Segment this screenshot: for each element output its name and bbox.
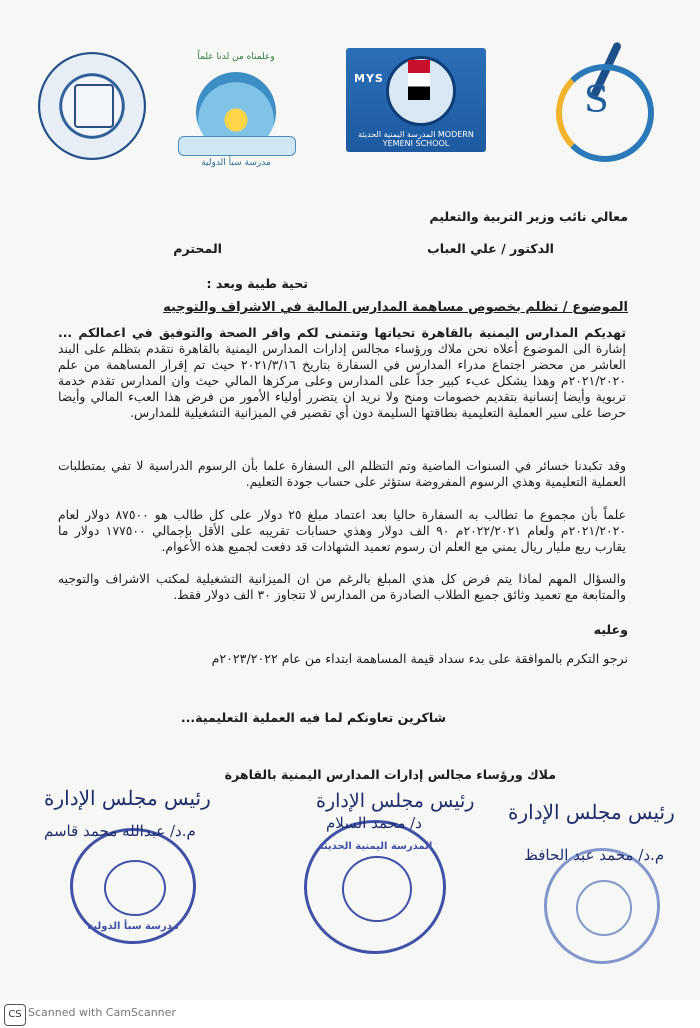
logo-school-name: مدرسة سبأ الدولية <box>201 158 271 168</box>
right-signature-title: رئيس مجلس الإدارة <box>508 800 675 824</box>
international-school-logo <box>548 40 652 156</box>
paragraph-4: والسؤال المهم لماذا يتم فرض كل هذي المبلغ بالرغم من ان الميزانية التشغيلية لمكتب الاشراف والتوجيه والمتابعة مع تعميد وثائق جميع الطلاب الصادرة من المدارس لا تتجاوز ٣٠ الف دولار فقط. <box>58 571 626 602</box>
signatory-line: ملاك ورؤساء مجالس إدارات المدارس اليمنية بالقاهرة <box>224 767 556 782</box>
school-logo-ring <box>38 52 146 160</box>
paragraph-3: علماً بأن مجموع ما تطالب به السفارة حاليا بعد اعتماد مبلغ ٢٥ دولار على كل طالب هو ٨٧٥٠٠ دولار لعام ٢٠٢١/٢٠٢٠م ولعام ٢٠٢٢/٢٠٢١م ٩٠ الف دولار وهذي حسابات تقريبه على الأقل بإجمالي ١٧٧٥٠٠ دولار ما يقارب ربع مليار ريال يمني مع العلم ان رسوم تعميد الشهادات قد دفعت لجميع هذه الأعوام. <box>58 507 627 554</box>
left-signature-name: م.د/ عبدالله محمد قاسم <box>44 822 196 840</box>
middle-signature-name: د/ محمد السلام <box>326 814 422 832</box>
right-signature-name: م.د/ محمد عبد الحافظ <box>524 846 665 864</box>
scanner-watermark: Scanned with CamScanner <box>28 1006 176 1019</box>
left-signature-title: رئيس مجلس الإدارة <box>44 786 211 810</box>
camscanner-icon: CS <box>4 1004 26 1026</box>
recipient-name: الدكتور / علي العباب <box>427 241 554 256</box>
right-school-stamp <box>544 848 660 964</box>
logo-mys-text: MYS <box>354 72 384 85</box>
request-line: نرجو التكرم بالموافقة على بدء سداد قيمة المساهمة ابتداء من عام ٢٠٢٣/٢٠٢٢م <box>211 651 628 666</box>
therefore-word: وعليه <box>593 622 628 637</box>
opening-reference: إشارة الى <box>573 341 626 356</box>
paragraph-2: وقد تكبدنا خسائر في السنوات الماضية وتم التظلم الى السفارة علما بأن الرسوم الدراسية لا تفي بمتطلبات العملية التعليمية وهذي الرسوم المفروضة ستؤثر على حساب جودة التعليم. <box>58 458 626 489</box>
greeting: تحية طيبة وبعد : <box>206 276 308 291</box>
left-school-stamp <box>70 828 196 944</box>
subject-line: الموضوع / تظلم بخصوص مساهمة المدارس المالية في الاشراف والتوجيه <box>163 300 628 315</box>
middle-stamp-text: المدرسة اليمنية الحديثة <box>317 840 433 852</box>
opening-sentence: تهديكم المدارس اليمنية بالقاهرة تحياتها وتتمنى لكم وافر الصحة والتوفيق في اعمالكم ... <box>58 325 626 340</box>
saba-school-logo <box>174 52 298 176</box>
logo-motto: وعلمناه من لدنا علماً <box>197 52 275 62</box>
paragraph-1 <box>58 325 626 421</box>
logo-letter: S <box>584 80 609 121</box>
honorific: المحترم <box>173 241 222 256</box>
middle-signature-title: رئيس مجلس الإدارة <box>316 790 475 812</box>
paragraph-1-body: الموضوع أعلاه نحن ملاك ورؤساء مجالس إدارات المدارس اليمنية بالقاهرة نتقدم بتظلم على البند العاشر من محضر اجتماع مدراء المدارس في السفارة بتاريخ ٢٠٢١/٣/١٦ حيث تم إقرار المساهمة من علم ٢٠٢١/٢٠٢٠م وهذا يشكل عبء كبير جداً على المدارس وعلى مركزها المالي حيث وان المدارس تقدم خدمة تربوية وأيضا إنسانية بتقديم خصومات ومنح ولا نريد ان يتضرر أولياء الأمور من فرض هذا العبء المالي وأيضا حرصا على سير العملية التعليمية بطاقتها السليمة دون أي تقصير في الميزانية التشغيلية للمدارس. <box>58 341 626 420</box>
thanks-line: شاكرين تعاونكم لما فيه العملية التعليمية... <box>180 710 446 725</box>
left-stamp-text: مدرسة سبأ الدولية <box>87 921 179 933</box>
middle-school-stamp <box>304 820 446 954</box>
modern-yemeni-school-logo <box>346 48 486 152</box>
logo-mys-caption: المدرسة اليمنية الحديثة MODERN YEMENI SCHOOL <box>358 130 474 148</box>
recipient-title: معالي نائب وزير التربية والتعليم <box>429 209 628 224</box>
